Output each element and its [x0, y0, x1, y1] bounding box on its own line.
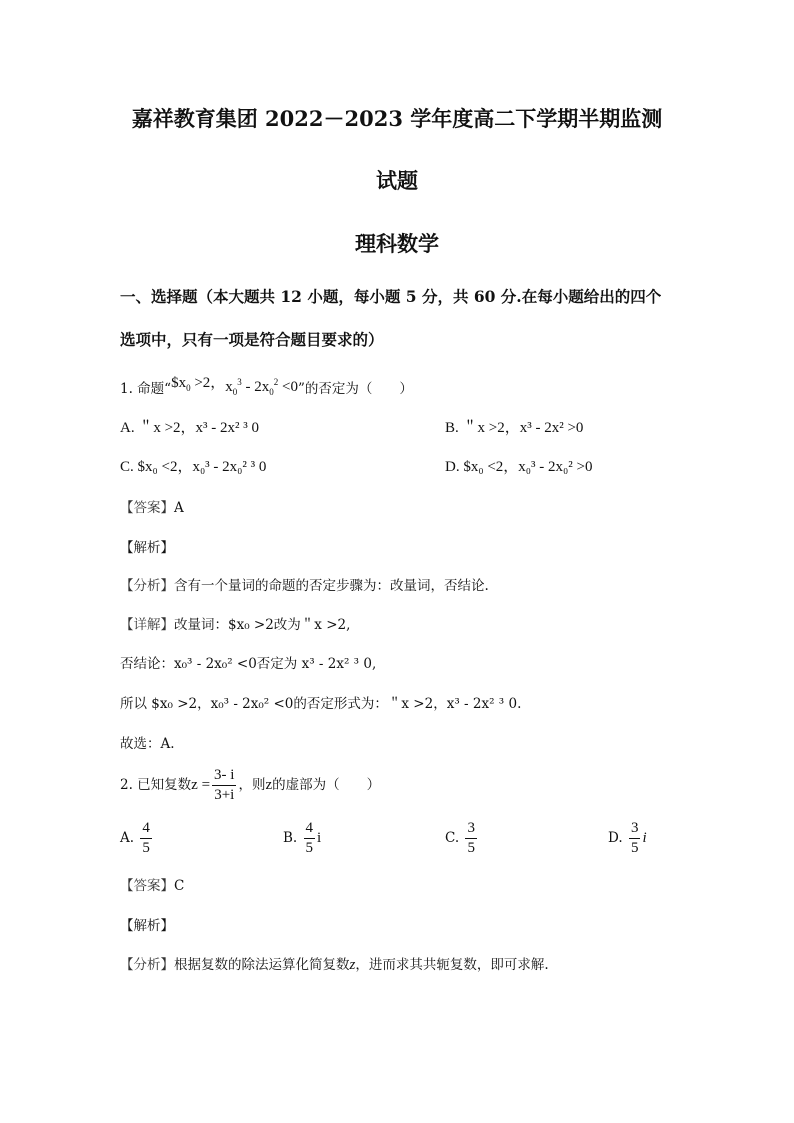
q1-option-c: C. $x₀ <2，x₀³ - 2x₀² ³ 0: [120, 459, 267, 475]
q2-analysis-tag: 【解析】: [120, 918, 174, 934]
q1-option-a: A. ＂x >2，x³ - 2x² ³ 0: [120, 420, 260, 436]
q2-option-c: C. $\frac{3}{5}$: [445, 820, 475, 856]
q1-step3: 所以 $x₀ >2，x₀³ - 2x₀² <0的否定形式为：＂x >2，x³ - 2x² ³ 0.: [120, 696, 522, 712]
q1-conclusion: 故选：A.: [120, 736, 175, 752]
section-heading-line2: 选项中，只有一项是符合题目要求的）: [120, 330, 384, 349]
doc-title-line1: 嘉祥教育集团 2022－2023 学年度高二下学期半期监测: [131, 106, 663, 131]
q2-stem: 2. 已知复数z = $\frac{3- i}{3+i}$ ，则z的虚部为（ ）: [120, 767, 381, 803]
q1-stem: [120, 377, 413, 399]
q1-fenxi: 【分析】含有一个量词的命题的否定步骤为：改量词，否结论.: [120, 578, 489, 594]
q2-z: z =: [191, 777, 211, 793]
q2-fenxi: 【分析】根据复数的除法运算化简复数z，进而求其共轭复数，即可求解.: [120, 957, 549, 973]
q1-suffix: ”的否定为（ ）: [298, 381, 413, 397]
q2-answer: 【答案】C: [120, 878, 185, 894]
q2-option-d: D. $\frac{3}{5}$ i: [608, 820, 647, 856]
section-heading-line1: 一、选择题（本大题共 12 小题，每小题 5 分，共 60 分.在每小题给出的四个: [120, 287, 662, 306]
q2-option-a: A. $\frac{4}{5}$: [120, 820, 150, 856]
doc-subject: 理科数学: [355, 231, 439, 256]
q1-math-exists: $\$x_0 >2$，: [171, 375, 226, 393]
q1-step2: 否结论：x₀³ - 2x₀² <0否定为 x³ - 2x² ³ 0,: [120, 656, 377, 672]
q1-math-ineq: $x_0^3 - 2x_0^2 <0$: [225, 377, 299, 397]
q1-answer: 【答案】A: [120, 500, 184, 516]
q1-prefix: 1. 命题“: [120, 381, 172, 397]
q2-option-b: B. $\frac{4}{5}$ i: [283, 820, 322, 856]
q1-option-b: B. ＂x >2，x³ - 2x² >0: [445, 420, 584, 436]
doc-title-line2: 试题: [376, 168, 418, 193]
q2-fraction: $\frac{3- i}{3+i}$: [214, 767, 235, 803]
q2-prefix: 2. 已知复数: [120, 777, 192, 793]
q1-option-d: D. $x₀ <2，x₀³ - 2x₀² >0: [445, 459, 593, 475]
q1-analysis-tag: 【解析】: [120, 540, 174, 556]
q1-xiangjie: 【详解】改量词：$x₀ >2改为＂x >2,: [120, 617, 351, 633]
